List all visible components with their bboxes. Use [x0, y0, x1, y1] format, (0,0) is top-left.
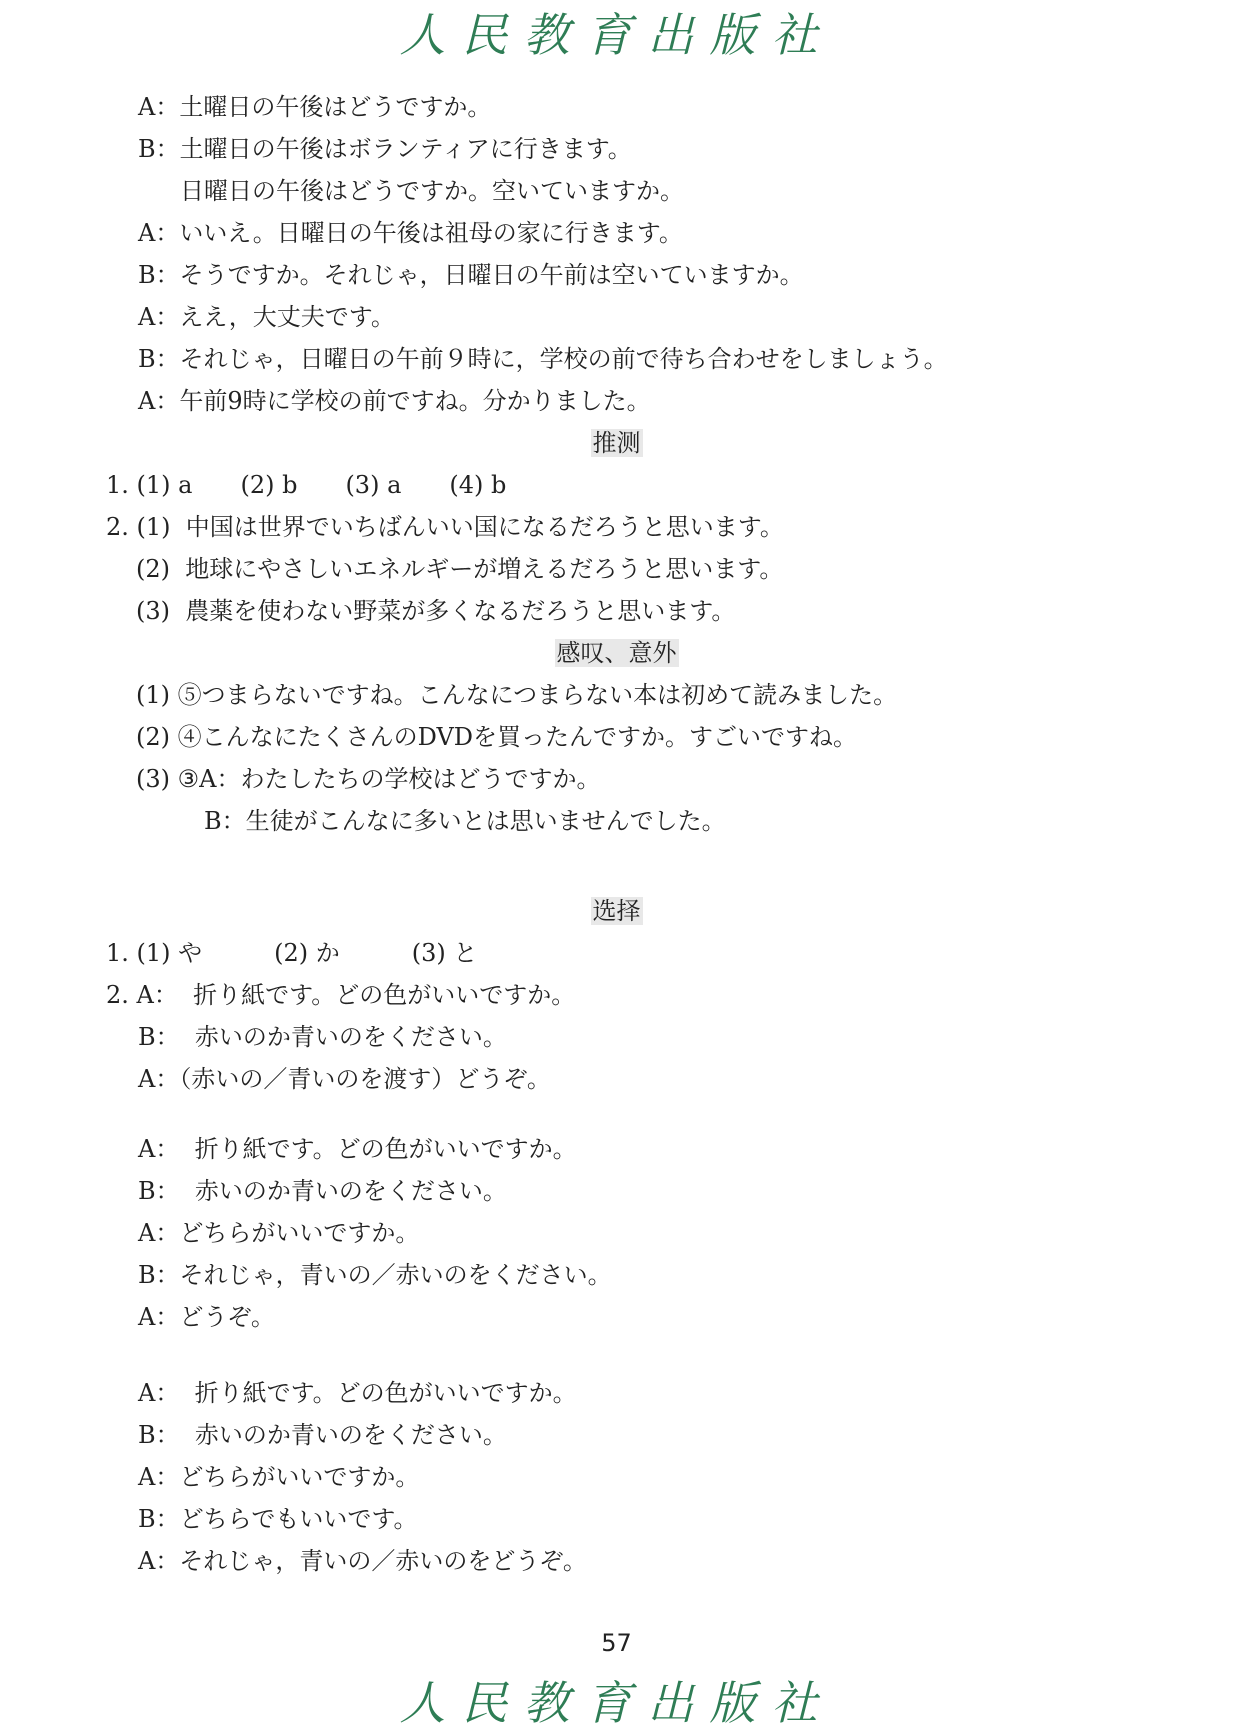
dialogue-line: A：どちらがいいですか。	[138, 1219, 420, 1247]
dialogue-line: A：午前9時に学校の前ですね。分かりました。	[138, 387, 651, 415]
section-heading-choice: 选择	[592, 897, 641, 925]
answer-line: (2) 地球にやさしいエネルギーが増えるだろうと思います。	[136, 555, 784, 583]
dialogue-line: 日曜日の午後はどうですか。空いていますか。	[180, 177, 684, 205]
dialogue-line: B：土曜日の午後はボランティアに行きます。	[138, 135, 632, 163]
dialogue-line: A：どうぞ。	[138, 1303, 275, 1331]
dialogue-line: A：（赤いの／青いのを渡す）どうぞ。	[138, 1065, 551, 1093]
dialogue-line: B：どちらでもいいです。	[138, 1505, 418, 1533]
page-number: 57	[601, 1629, 632, 1657]
answer-line: (1) ⑤つまらないですね。こんなにつまらない本は初めて読みました。	[136, 681, 898, 709]
section-heading-guess: 推测	[592, 429, 641, 457]
dialogue-line: B： 赤いのか青いのをください。	[138, 1023, 507, 1051]
publisher-logo-top: 人民教育出版社	[399, 8, 834, 62]
dialogue-line: A：ええ，大丈夫です。	[138, 303, 395, 331]
dialogue-line: B：それじゃ，青いの／赤いのをください。	[138, 1261, 612, 1289]
dialogue-line: A： 折り紙です。どの色がいいですか。	[138, 1135, 577, 1163]
answer-line: 2. A： 折り紙です。どの色がいいですか。	[106, 981, 576, 1009]
section-heading-exclamation: 感叹、意外	[556, 639, 677, 667]
dialogue-line: B： 赤いのか青いのをください。	[138, 1421, 507, 1449]
dialogue-line: A：それじゃ，青いの／赤いのをどうぞ。	[138, 1547, 587, 1575]
answer-line: 2. (1) 中国は世界でいちばんいい国になるだろうと思います。	[106, 513, 784, 541]
answer-line: B：生徒がこんなに多いとは思いませんでした。	[204, 807, 726, 835]
publisher-logo-bottom: 人民教育出版社	[399, 1676, 834, 1730]
dialogue-line: A： 折り紙です。どの色がいいですか。	[138, 1379, 577, 1407]
dialogue-line: B：そうですか。それじゃ，日曜日の午前は空いていますか。	[138, 261, 804, 289]
answer-line: (3) 農薬を使わない野菜が多くなるだろうと思います。	[136, 597, 736, 625]
dialogue-line: B： 赤いのか青いのをください。	[138, 1177, 507, 1205]
answer-line: (2) ④こんなにたくさんのDVDを買ったんですか。すごいですね。	[136, 723, 858, 751]
dialogue-line: A：どちらがいいですか。	[138, 1463, 420, 1491]
answer-line: (3) ③A：わたしたちの学校はどうですか。	[136, 765, 601, 793]
dialogue-line: A：いいえ。日曜日の午後は祖母の家に行きます。	[138, 219, 683, 247]
answer-line: 1. (1) や (2) か (3) と	[106, 939, 478, 967]
dialogue-line: A：土曜日の午後はどうですか。	[138, 93, 492, 121]
answer-line: 1. (1) a (2) b (3) a (4) b	[106, 471, 507, 499]
dialogue-line: B：それじゃ，日曜日の午前９時に，学校の前で待ち合わせをしましょう。	[138, 345, 948, 373]
